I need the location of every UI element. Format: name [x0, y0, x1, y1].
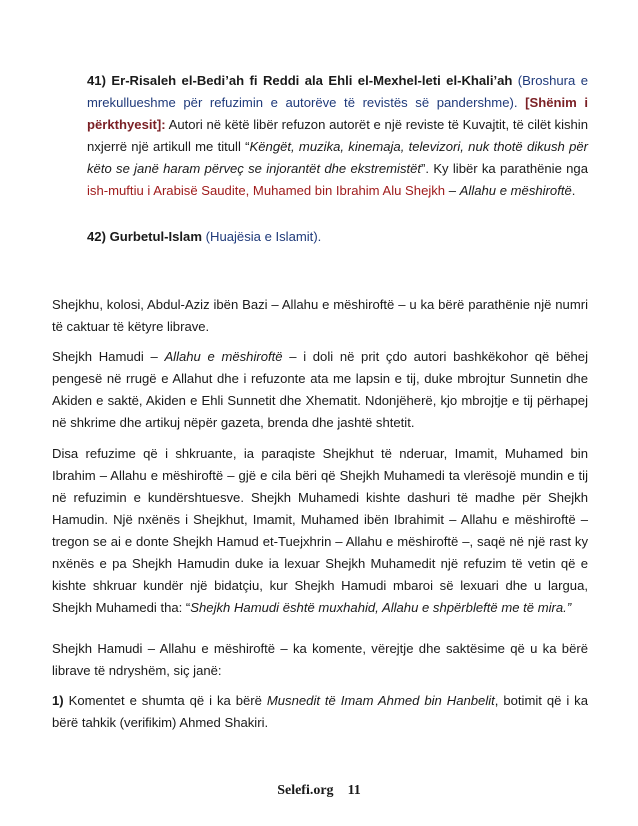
- item-41-text-1: Autori në këtë libër refuzon autorët e një reviste të Kuvajtit, të cilët kishin nxjerrë një artikull me titull “: [87, 117, 588, 154]
- list-item-1-b: , botimit që i ka bërë tahkik (verifikim) Ahmed Shakiri.: [52, 693, 589, 730]
- paragraph-3: [52, 443, 588, 619]
- paragraph-2: [52, 346, 588, 434]
- page-footer: [0, 783, 638, 799]
- item-41: [87, 70, 588, 202]
- item-41-mufti: ish-muftiu i Arabisë Saudite, Muhamed bin Ibrahim Alu Shejkh: [87, 183, 446, 198]
- paragraph-2-a: Shejkh Hamudi –: [52, 349, 158, 364]
- item-41-title: Er-Risaleh el-Bedi’ah fi Reddi ala Ehli el-Mexhel-leti el-Khali’ah: [111, 73, 513, 88]
- paragraph-4: Shejkh Hamudi – Allahu e mëshiroftë – ka komente, vërejtje dhe saktësime që u ka bërë librave të ndryshëm, siç janë:: [52, 641, 588, 678]
- item-41-text-2: ”. Ky libër ka parathënie nga: [421, 161, 588, 176]
- paragraph-3-quote: Shejkh Hamudi është muxhahid, Allahu e shpërbleftë me të mira.”: [190, 600, 572, 615]
- item-41-number: 41): [87, 73, 106, 88]
- list-item-1-number: 1): [52, 693, 64, 708]
- item-41-end: .: [571, 183, 576, 198]
- list-item-1: [52, 690, 588, 734]
- item-42-title: Gurbetul-Islam: [109, 229, 202, 244]
- footer-site: Selefi.org: [277, 783, 334, 798]
- item-42-translation: (Huajësia e Islamit).: [205, 229, 322, 244]
- item-42: [87, 226, 588, 248]
- item-42-number: 42): [87, 229, 106, 244]
- paragraph-2-b: – i doli në prit çdo autori bashkëkohor që bëhej pengesë në rrugë e Allahut dhe i refuzonte ata me lapsin e tij, duke mbrojtur Sunnetin dhe Akiden e saktë, Akiden e Ehli Sunnetit dhe Xhematit. Ndonjëherë, kjo mbrojtje e tij përhapej në shkrime dhe artikuj nëpër gazeta, brenda dhe jashtë shtetit.: [52, 349, 588, 430]
- paragraph-3-a: Disa refuzime që i shkruante, ia paraqiste Shejkhut të nderuar, Imamit, Muhamed bin Ibrahim – Allahu e mëshiroftë – gjë e cila bëri që Shejkh Muhamedi ta vlerësojë mundin e tij në refuzimin e kundërshtuesve. Shejkh Muhamedi kishte dashuri të madhe për Shejkh Hamudin. Një nxënës i Shejkhut, Imamit, Muhamed ibën Ibrahimit – Allahu e mëshiroftë – tregon se ai e donte Shejkh Hamud et-Tuejxhrin – Allahu e mëshiroftë –, saqë në një rast ky nxënës e pa Shejkh Hamudin duke ia lexuar Shejkh Muhamedit një refuzim të vetin që e kishte shkruar kundër një bidatçiu, kur Shejkh Hamudi mbaroi së lexuari dhe u largua, Shejkh Muhamedi tha: “: [52, 446, 588, 615]
- item-41-dua: Allahu e mëshiroftë: [459, 183, 572, 198]
- paragraph-2-dua: Allahu e mëshiroftë: [164, 349, 283, 364]
- list-item-1-a: Komentet e shumta që i ka bërë: [68, 693, 262, 708]
- list-item-1-book: Musnedit të Imam Ahmed bin Hanbelit: [266, 693, 495, 708]
- item-41-quote: Këngët, muzika, kinemaja, televizori, nuk thotë dikush për këto se janë haram përveç se injorantët dhe ekstremistët: [87, 139, 588, 176]
- translator-note-label: [Shënim i përkthyesit]:: [87, 95, 588, 132]
- item-41-text-3: –: [448, 183, 457, 198]
- page-number: 11: [347, 783, 361, 798]
- item-41-translation: (Broshura e mrekullueshme për refuzimin e autorëve të revistës së pandershme).: [87, 73, 588, 110]
- paragraph-1: Shejkhu, kolosi, Abdul-Aziz ibën Bazi – Allahu e mëshiroftë – u ka bërë parathënie një numri të caktuar të këtyre librave.: [52, 297, 588, 334]
